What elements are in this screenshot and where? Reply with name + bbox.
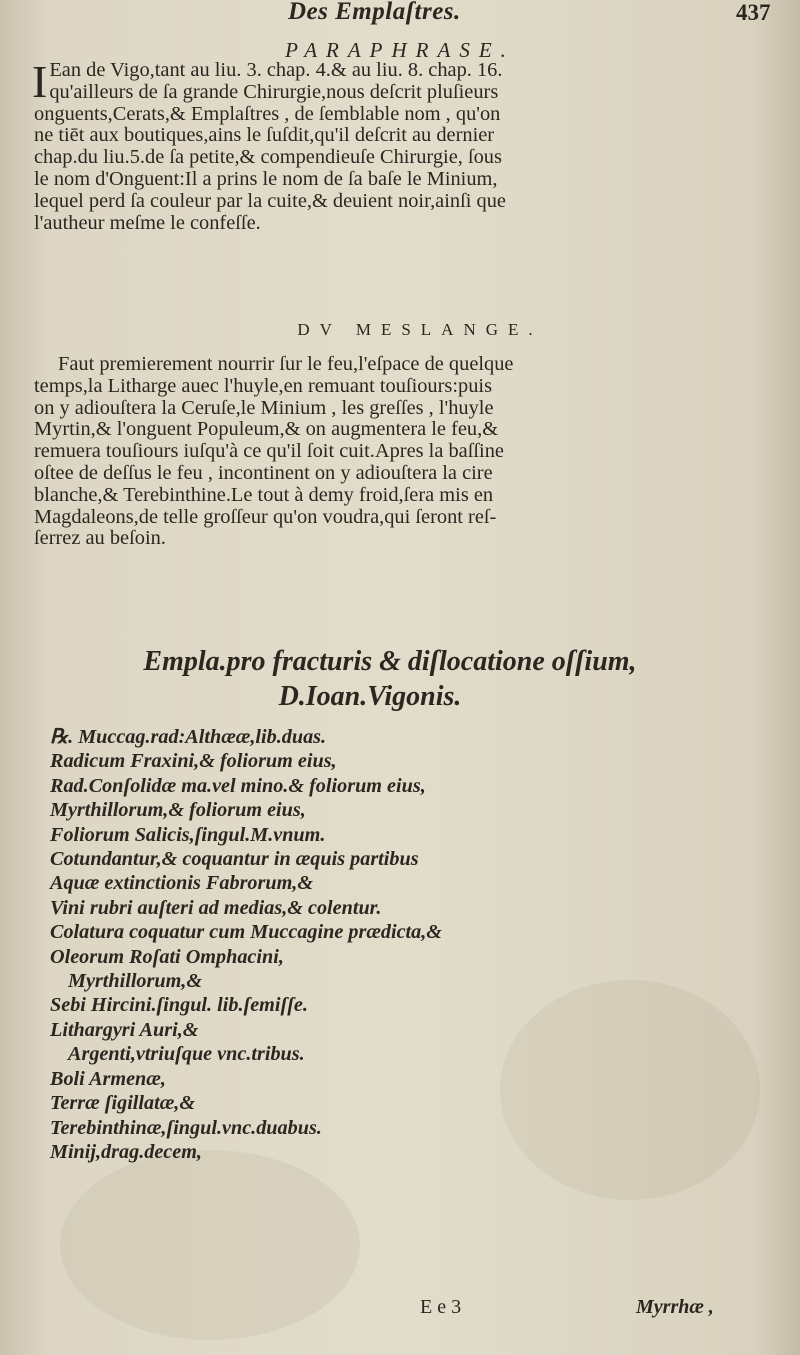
recipe-author: D.Ioan.Vigonis. bbox=[278, 681, 462, 712]
meslange-paragraph bbox=[34, 354, 786, 550]
page-header bbox=[0, 0, 800, 28]
recipe-line: Lithargyri Auri,& bbox=[50, 1018, 199, 1041]
text-line: ſerrez au beſoin. bbox=[34, 527, 166, 550]
recipe-line: Myrthillorum,& foliorum eius, bbox=[50, 799, 306, 822]
section-heading-meslange: DV MESLANGE. bbox=[297, 320, 543, 339]
text-line: blanche,& Terebinthine.Le tout à demy froid,ſera mis en bbox=[34, 483, 494, 506]
text-line: Myrtin,& l'onguent Populeum,& on augmentera le feu,& bbox=[34, 418, 499, 441]
running-title: Des Emplaſtres. bbox=[288, 0, 461, 25]
recipe-line: Vini rubri auſteri ad medias,& colentur. bbox=[50, 896, 382, 919]
text-line: chap.du liu.5.de ſa petite,& compendieuſe Chirurgie, ſous bbox=[34, 146, 502, 169]
text-line: remuera touſiours iuſqu'à ce qu'il ſoit cuit.Apres la baſſine bbox=[34, 440, 504, 463]
section-heading-paraphrase: PARAPHRASE. bbox=[285, 38, 515, 62]
recipe-line: Terebinthinæ,ſingul.vnc.duabus. bbox=[50, 1116, 322, 1139]
recipe-line: Minij,drag.decem, bbox=[50, 1140, 202, 1163]
recipe-line: Radicum Fraxini,& foliorum eius, bbox=[50, 750, 337, 773]
text-line: temps,la Litharge auec l'huyle,en remuant touſiours:puis bbox=[34, 374, 493, 397]
drop-capital: I bbox=[32, 56, 48, 107]
recipe-line: Argenti,vtriuſque vnc.tribus. bbox=[68, 1043, 305, 1066]
paraphrase-paragraph bbox=[32, 56, 786, 234]
text-line: Faut premierement nourrir ſur le feu,l'eſpace de quelque bbox=[58, 353, 514, 375]
text-line: qu'ailleurs de ſa grande Chirurgie,nous deſcrit pluſieurs bbox=[49, 80, 499, 103]
recipe-line: Aquæ extinctionis Fabrorum,& bbox=[50, 872, 314, 895]
text-line: Magdaleons,de telle groſſeur qu'on voudra,qui ſeront reſ- bbox=[34, 505, 497, 528]
recipe-line: Terræ ſigillatæ,& bbox=[50, 1092, 196, 1115]
text-line: onguents,Cerats,& Emplaſtres , de ſemblable nom , qu'on bbox=[34, 102, 501, 125]
recipe-line: Oleorum Roſati Omphacini, bbox=[50, 945, 284, 968]
recipe-line: Foliorum Salicis,ſingul.M.vnum. bbox=[50, 823, 326, 846]
catchword: Myrrhæ , bbox=[636, 1296, 714, 1318]
text-line: le nom d'Onguent:Il a prins le nom de ſa baſe le Minium, bbox=[34, 167, 498, 190]
recipe-line: Sebi Hircini.ſingul. lib.ſemiſſe. bbox=[50, 994, 308, 1017]
recipe-ingredient-list bbox=[50, 725, 770, 1164]
signature-mark: E e 3 bbox=[420, 1296, 462, 1318]
text-line: on y adiouſtera la Ceruſe,le Minium , les greſſes , l'huyle bbox=[34, 396, 494, 419]
recipe-title: Empla.pro fracturis & diſlocatione oſſium, bbox=[143, 646, 637, 677]
text-line: oſtee de deſſus le feu , incontinent on y adiouſtera la cire bbox=[34, 461, 493, 484]
paper-stain bbox=[60, 1150, 360, 1340]
recipe-line: Colatura coquatur cum Muccagine prædicta,& bbox=[50, 921, 443, 944]
text-line: Ean de Vigo,tant au liu. 3. chap. 4.& au liu. 8. chap. 16. bbox=[49, 59, 503, 81]
text-line: ne tiēt aux boutiques,ains le ſuſdit,qu'il deſcrit au dernier bbox=[34, 124, 495, 147]
page-number: 437 bbox=[736, 0, 771, 25]
recipe-line: Cotundantur,& coquantur in æquis partibus bbox=[50, 848, 419, 871]
recipe-line: ℞. Muccag.rad:Althææ,lib.duas. bbox=[50, 726, 327, 748]
text-line: lequel perd ſa couleur par la cuite,& deuient noir,ainſi que bbox=[34, 189, 506, 212]
recipe-line: Boli Armenæ, bbox=[50, 1067, 166, 1090]
recipe-line: Rad.Conſolidæ ma.vel mino.& foliorum eius, bbox=[50, 774, 426, 797]
recipe-line: Myrthillorum,& bbox=[68, 970, 203, 993]
text-line: l'autheur meſme le confeſſe. bbox=[34, 211, 261, 234]
